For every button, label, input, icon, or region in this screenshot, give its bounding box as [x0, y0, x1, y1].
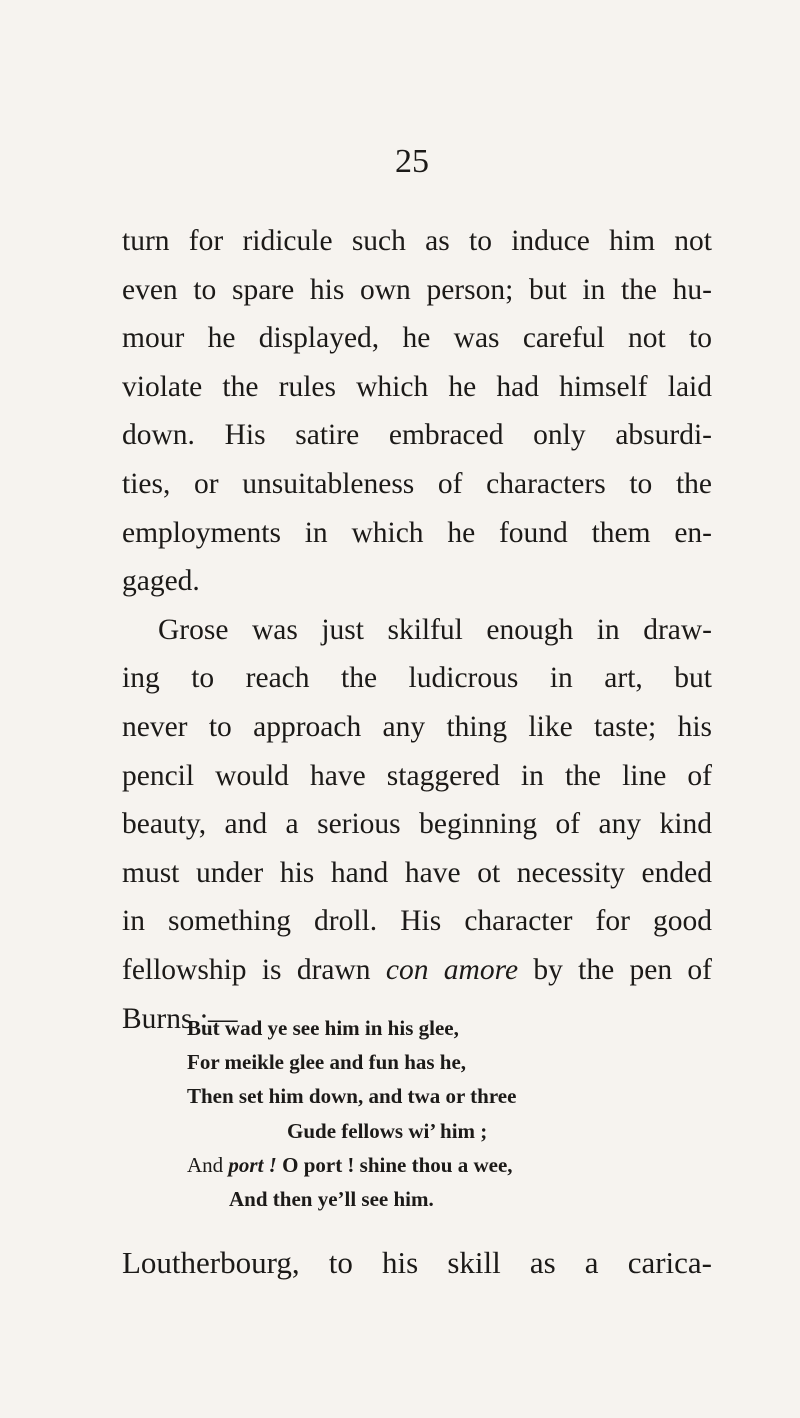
- text-line: gaged.: [122, 565, 200, 598]
- verse-fragment: And: [187, 1152, 229, 1177]
- text-line: never to approach any thing like taste; his: [122, 710, 712, 743]
- body-text: [122, 217, 712, 1043]
- verse-fragment: O port ! shine thou a wee,: [276, 1152, 513, 1177]
- text-line: violate the rules which he had himself laid: [122, 370, 712, 403]
- italic-phrase: port !: [228, 1152, 277, 1177]
- text-fragment: by the pen of: [518, 953, 712, 986]
- text-line: even to spare his own person; but in the hu-: [122, 273, 712, 306]
- text-line: mour he displayed, he was careful not to: [122, 322, 712, 355]
- text-line: down. His satire embraced only absurdi-: [122, 419, 712, 452]
- text-line: in something droll. His character for good: [122, 905, 712, 938]
- text-line: Burns :—: [122, 1002, 238, 1035]
- text-line: Grose was just skilful enough in draw-: [158, 613, 712, 646]
- text-line: pencil would have staggered in the line of: [122, 759, 712, 792]
- verse-line: For meikle glee and fun has he,: [187, 1050, 467, 1075]
- verse-quotation: [187, 1011, 627, 1216]
- verse-line: Gude fellows wi’ him ;: [287, 1118, 488, 1143]
- verse-line: [187, 1148, 627, 1182]
- italic-phrase: con amore: [385, 953, 519, 986]
- verse-line: But wad ye see him in his glee,: [187, 1016, 459, 1040]
- text-line: [122, 946, 712, 995]
- verse-line: Then set him down, and twa or three: [187, 1084, 517, 1109]
- text-fragment: fellowship is drawn: [122, 953, 386, 986]
- text-line: employments in which he found them en-: [122, 516, 712, 549]
- text-line: ing to reach the ludicrous in art, but: [122, 662, 712, 695]
- text-line: must under his hand have ot necessity ended: [122, 856, 712, 889]
- page-number: 25: [395, 143, 429, 180]
- text-line: turn for ridicule such as to induce him not: [122, 225, 712, 257]
- verse-line: And then ye’ll see him.: [229, 1186, 434, 1211]
- text-line: ties, or unsuitableness of characters to the: [122, 467, 712, 500]
- continuation-line: Loutherbourg, to his skill as a carica-: [122, 1245, 712, 1280]
- text-line: beauty, and a serious beginning of any kind: [122, 808, 712, 841]
